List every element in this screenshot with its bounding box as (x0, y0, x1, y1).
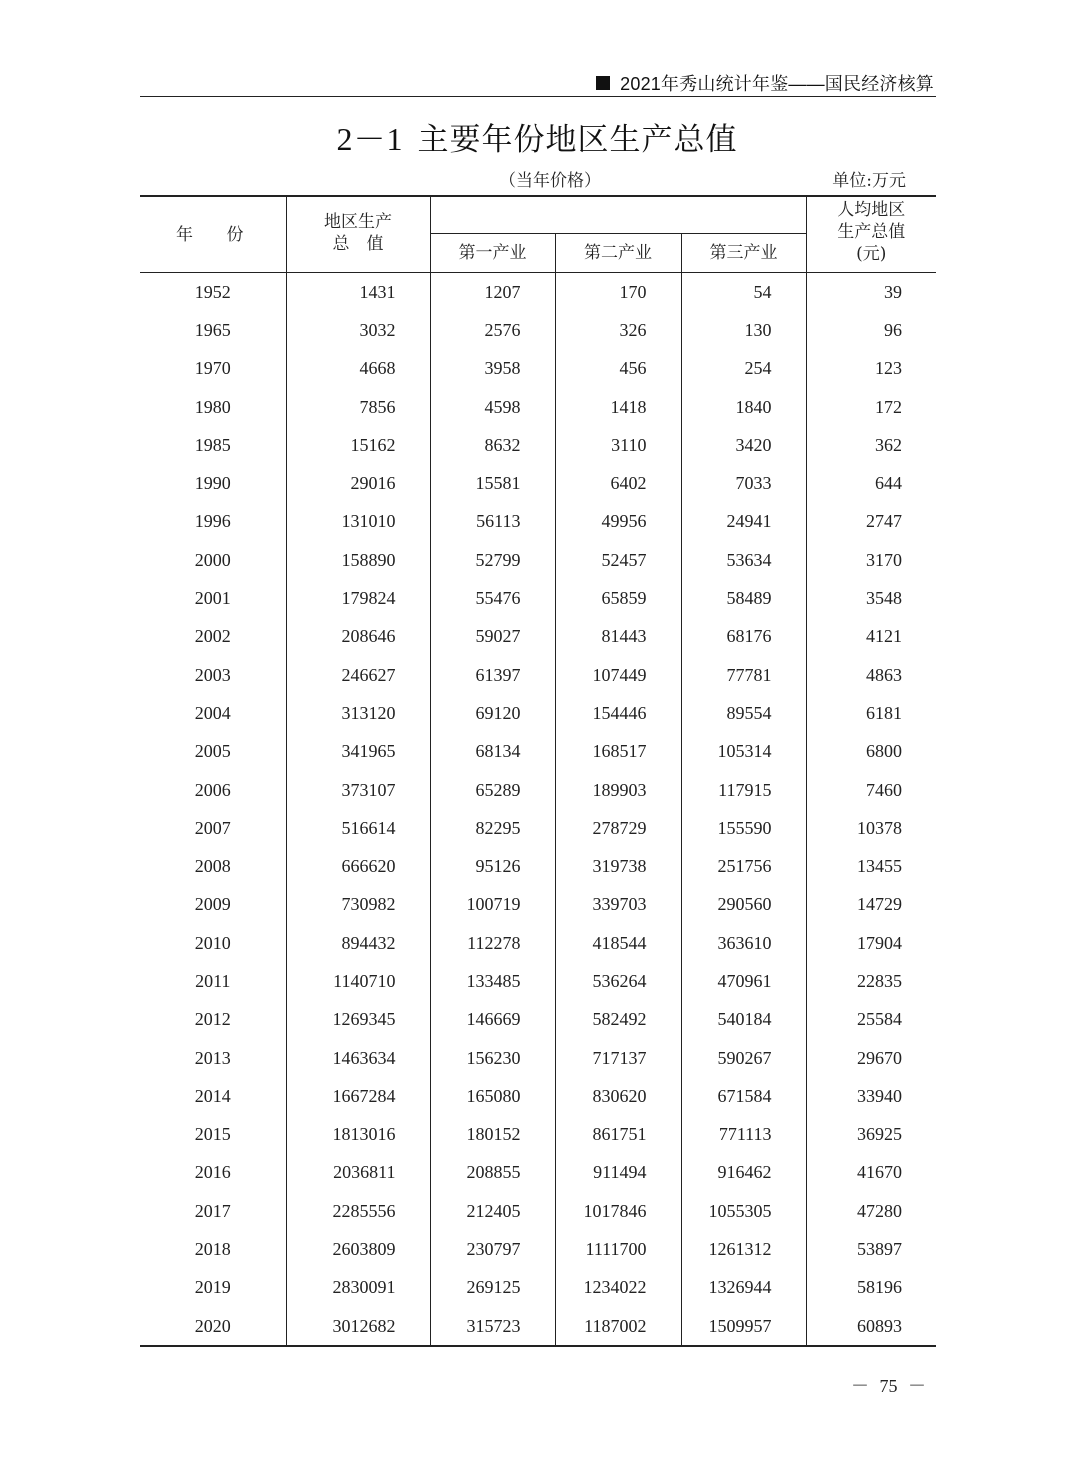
cell-per-capita: 53897 (806, 1230, 936, 1268)
cell-year: 2015 (194, 1124, 231, 1145)
cell-year: 2012 (194, 1009, 231, 1030)
cell-primary: 4598 (430, 388, 555, 426)
page-title (0, 114, 1074, 160)
cell-secondary: 582492 (555, 1001, 681, 1039)
table-row (140, 464, 936, 502)
cell-year: 2013 (194, 1047, 231, 1068)
cell-gdp: 158890 (286, 541, 430, 579)
cell-tertiary: 54 (681, 273, 806, 312)
table-row (140, 1307, 936, 1346)
cell-per-capita: 2747 (806, 503, 936, 541)
table-row (140, 771, 936, 809)
table-row (140, 809, 936, 847)
cell-gdp: 2830091 (286, 1269, 430, 1307)
cell-gdp: 1431 (286, 273, 430, 312)
cell-secondary: 170 (555, 273, 681, 312)
cell-secondary: 3110 (555, 426, 681, 464)
cell-tertiary: 251756 (681, 847, 806, 885)
cell-secondary: 861751 (555, 1116, 681, 1154)
cell-tertiary: 1055305 (681, 1192, 806, 1230)
cell-per-capita: 3548 (806, 579, 936, 617)
cell-gdp: 1463634 (286, 1039, 430, 1077)
cell-per-capita: 4121 (806, 618, 936, 656)
cell-secondary: 1017846 (555, 1192, 681, 1230)
table-row (140, 503, 936, 541)
table-row (140, 924, 936, 962)
cell-primary: 180152 (430, 1116, 555, 1154)
cell-gdp: 1667284 (286, 1077, 430, 1115)
cell-primary: 3958 (430, 350, 555, 388)
cell-primary: 1207 (430, 273, 555, 312)
cell-per-capita: 14729 (806, 886, 936, 924)
cell-gdp: 208646 (286, 618, 430, 656)
cell-year: 2008 (194, 856, 231, 877)
cell-tertiary: 58489 (681, 579, 806, 617)
cell-gdp: 373107 (286, 771, 430, 809)
cell-primary: 95126 (430, 847, 555, 885)
table-number: 2－1 (336, 121, 404, 157)
cell-primary: 212405 (430, 1192, 555, 1230)
cell-year: 1985 (194, 434, 231, 455)
cell-per-capita: 6800 (806, 733, 936, 771)
cell-secondary: 418544 (555, 924, 681, 962)
cell-tertiary: 7033 (681, 464, 806, 502)
cell-secondary: 1111700 (555, 1230, 681, 1268)
cell-primary: 100719 (430, 886, 555, 924)
table-row (140, 1001, 936, 1039)
cell-per-capita: 10378 (806, 809, 936, 847)
cell-year: 2010 (194, 932, 231, 953)
cell-secondary: 536264 (555, 962, 681, 1000)
table-row (140, 847, 936, 885)
cell-tertiary: 3420 (681, 426, 806, 464)
table-row (140, 962, 936, 1000)
cell-primary: 65289 (430, 771, 555, 809)
cell-primary: 69120 (430, 694, 555, 732)
cell-tertiary: 771113 (681, 1116, 806, 1154)
cell-primary: 2576 (430, 311, 555, 349)
cell-primary: 165080 (430, 1077, 555, 1115)
table-row (140, 1192, 936, 1230)
cell-tertiary: 1840 (681, 388, 806, 426)
table-row (140, 388, 936, 426)
cell-per-capita: 13455 (806, 847, 936, 885)
cell-gdp: 29016 (286, 464, 430, 502)
cell-secondary: 1418 (555, 388, 681, 426)
cell-tertiary: 105314 (681, 733, 806, 771)
cell-per-capita: 29670 (806, 1039, 936, 1077)
cell-year: 1952 (194, 281, 231, 302)
cell-tertiary: 1261312 (681, 1230, 806, 1268)
cell-year: 2014 (194, 1085, 231, 1106)
table-row (140, 426, 936, 464)
gdp-table (140, 195, 936, 1347)
table-row (140, 1154, 936, 1192)
cell-tertiary: 89554 (681, 694, 806, 732)
cell-secondary: 168517 (555, 733, 681, 771)
cell-secondary: 326 (555, 311, 681, 349)
cell-gdp: 7856 (286, 388, 430, 426)
header-gdp-line1: 地区生产 (324, 212, 392, 232)
cell-tertiary: 77781 (681, 656, 806, 694)
cell-primary: 56113 (430, 503, 555, 541)
table-title: 主要年份地区生产总值 (417, 122, 738, 158)
cell-primary: 208855 (430, 1154, 555, 1192)
unit-label: 单位:万元 (832, 171, 906, 191)
cell-gdp: 1140710 (286, 962, 430, 1000)
cell-tertiary: 470961 (681, 962, 806, 1000)
cell-per-capita: 22835 (806, 962, 936, 1000)
header-secondary: 第二产业 (555, 234, 681, 273)
cell-per-capita: 644 (806, 464, 936, 502)
header-year: 年 份 (140, 196, 286, 273)
cell-gdp: 15162 (286, 426, 430, 464)
running-header (596, 70, 934, 96)
table-row (140, 1077, 936, 1115)
cell-per-capita: 41670 (806, 1154, 936, 1192)
header-per-capita-line3: (元) (856, 244, 887, 264)
cell-gdp: 894432 (286, 924, 430, 962)
cell-primary: 52799 (430, 541, 555, 579)
header-sector-group (430, 196, 806, 234)
cell-tertiary: 68176 (681, 618, 806, 656)
cell-tertiary: 540184 (681, 1001, 806, 1039)
header-per-capita-line1: 人均地区 (837, 200, 906, 220)
cell-primary: 315723 (430, 1307, 555, 1346)
cell-gdp: 1269345 (286, 1001, 430, 1039)
cell-year: 2001 (194, 588, 231, 609)
cell-gdp: 2285556 (286, 1192, 430, 1230)
cell-gdp: 131010 (286, 503, 430, 541)
cell-per-capita: 96 (806, 311, 936, 349)
cell-secondary: 456 (555, 350, 681, 388)
cell-primary: 133485 (430, 962, 555, 1000)
header-per-capita (806, 196, 936, 273)
header-rule (140, 96, 936, 97)
cell-gdp: 179824 (286, 579, 430, 617)
cell-secondary: 339703 (555, 886, 681, 924)
cell-tertiary: 363610 (681, 924, 806, 962)
cell-secondary: 6402 (555, 464, 681, 502)
cell-per-capita: 47280 (806, 1192, 936, 1230)
table-row (140, 579, 936, 617)
table-row (140, 733, 936, 771)
cell-year: 2004 (194, 702, 231, 723)
cell-secondary: 1234022 (555, 1269, 681, 1307)
cell-per-capita: 17904 (806, 924, 936, 962)
cell-secondary: 1187002 (555, 1307, 681, 1346)
cell-year: 1965 (194, 319, 231, 340)
cell-tertiary: 130 (681, 311, 806, 349)
cell-year: 2011 (195, 970, 231, 991)
table-header (140, 196, 936, 273)
cell-secondary: 52457 (555, 541, 681, 579)
cell-primary: 146669 (430, 1001, 555, 1039)
cell-primary: 8632 (430, 426, 555, 464)
cell-primary: 59027 (430, 618, 555, 656)
cell-per-capita: 39 (806, 273, 936, 312)
cell-gdp: 3032 (286, 311, 430, 349)
cell-secondary: 49956 (555, 503, 681, 541)
cell-year: 2006 (194, 779, 231, 800)
cell-tertiary: 1326944 (681, 1269, 806, 1307)
cell-year: 2007 (194, 817, 231, 838)
header-per-capita-line2: 生产总值 (837, 222, 906, 242)
cell-per-capita: 3170 (806, 541, 936, 579)
header-primary: 第一产业 (430, 234, 555, 273)
cell-per-capita: 6181 (806, 694, 936, 732)
header-gdp (286, 196, 430, 273)
cell-tertiary: 155590 (681, 809, 806, 847)
table-row (140, 1269, 936, 1307)
cell-year: 1990 (194, 473, 231, 494)
page-number: － 75 － (851, 1376, 926, 1396)
running-header-text: 2021年秀山统计年鉴——国民经济核算 (620, 74, 934, 94)
cell-gdp: 1813016 (286, 1116, 430, 1154)
cell-tertiary: 254 (681, 350, 806, 388)
cell-year: 1970 (194, 358, 231, 379)
cell-gdp: 2036811 (286, 1154, 430, 1192)
table-row (140, 694, 936, 732)
cell-secondary: 154446 (555, 694, 681, 732)
cell-gdp: 246627 (286, 656, 430, 694)
cell-per-capita: 60893 (806, 1307, 936, 1346)
table-row (140, 350, 936, 388)
cell-secondary: 189903 (555, 771, 681, 809)
table-row (140, 541, 936, 579)
header-tertiary: 第三产业 (681, 234, 806, 273)
table-row (140, 1039, 936, 1077)
cell-gdp: 341965 (286, 733, 430, 771)
header-gdp-line2: 总 值 (332, 234, 384, 254)
cell-year: 2000 (194, 549, 231, 570)
table-row (140, 618, 936, 656)
cell-secondary: 65859 (555, 579, 681, 617)
cell-secondary: 911494 (555, 1154, 681, 1192)
cell-gdp: 516614 (286, 809, 430, 847)
cell-gdp: 2603809 (286, 1230, 430, 1268)
cell-secondary: 107449 (555, 656, 681, 694)
cell-year: 2009 (194, 894, 231, 915)
cell-per-capita: 123 (806, 350, 936, 388)
cell-primary: 82295 (430, 809, 555, 847)
cell-per-capita: 362 (806, 426, 936, 464)
cell-per-capita: 172 (806, 388, 936, 426)
cell-tertiary: 671584 (681, 1077, 806, 1115)
cell-primary: 269125 (430, 1269, 555, 1307)
cell-year: 2005 (194, 741, 231, 762)
cell-secondary: 319738 (555, 847, 681, 885)
cell-tertiary: 290560 (681, 886, 806, 924)
cell-primary: 112278 (430, 924, 555, 962)
price-basis-note: （当年价格） (499, 171, 601, 191)
cell-tertiary: 53634 (681, 541, 806, 579)
cell-secondary: 81443 (555, 618, 681, 656)
table-row (140, 1116, 936, 1154)
cell-tertiary: 1509957 (681, 1307, 806, 1346)
cell-year: 2002 (194, 626, 231, 647)
cell-year: 2020 (140, 1307, 286, 1346)
table-row (140, 1230, 936, 1268)
table-row (140, 656, 936, 694)
table-body (140, 273, 936, 1347)
cell-year: 2018 (194, 1239, 231, 1260)
cell-primary: 61397 (430, 656, 555, 694)
cell-gdp: 313120 (286, 694, 430, 732)
cell-tertiary: 916462 (681, 1154, 806, 1192)
cell-gdp: 730982 (286, 886, 430, 924)
cell-primary: 15581 (430, 464, 555, 502)
cell-primary: 55476 (430, 579, 555, 617)
cell-secondary: 830620 (555, 1077, 681, 1115)
cell-secondary: 278729 (555, 809, 681, 847)
cell-year: 2019 (194, 1277, 231, 1298)
cell-primary: 156230 (430, 1039, 555, 1077)
cell-tertiary: 24941 (681, 503, 806, 541)
square-bullet-icon (596, 76, 610, 90)
cell-gdp: 4668 (286, 350, 430, 388)
cell-year: 2017 (194, 1200, 231, 1221)
cell-tertiary: 117915 (681, 771, 806, 809)
cell-primary: 68134 (430, 733, 555, 771)
table-row (140, 886, 936, 924)
cell-year: 1996 (194, 511, 231, 532)
cell-year: 2016 (194, 1162, 231, 1183)
cell-year: 2003 (194, 664, 231, 685)
cell-per-capita: 33940 (806, 1077, 936, 1115)
table-row (140, 311, 936, 349)
cell-per-capita: 7460 (806, 771, 936, 809)
table-row (140, 273, 936, 312)
cell-per-capita: 36925 (806, 1116, 936, 1154)
cell-secondary: 717137 (555, 1039, 681, 1077)
cell-year: 1980 (194, 396, 231, 417)
cell-primary: 230797 (430, 1230, 555, 1268)
cell-gdp: 3012682 (286, 1307, 430, 1346)
cell-per-capita: 4863 (806, 656, 936, 694)
cell-gdp: 666620 (286, 847, 430, 885)
cell-per-capita: 58196 (806, 1269, 936, 1307)
cell-tertiary: 590267 (681, 1039, 806, 1077)
cell-per-capita: 25584 (806, 1001, 936, 1039)
